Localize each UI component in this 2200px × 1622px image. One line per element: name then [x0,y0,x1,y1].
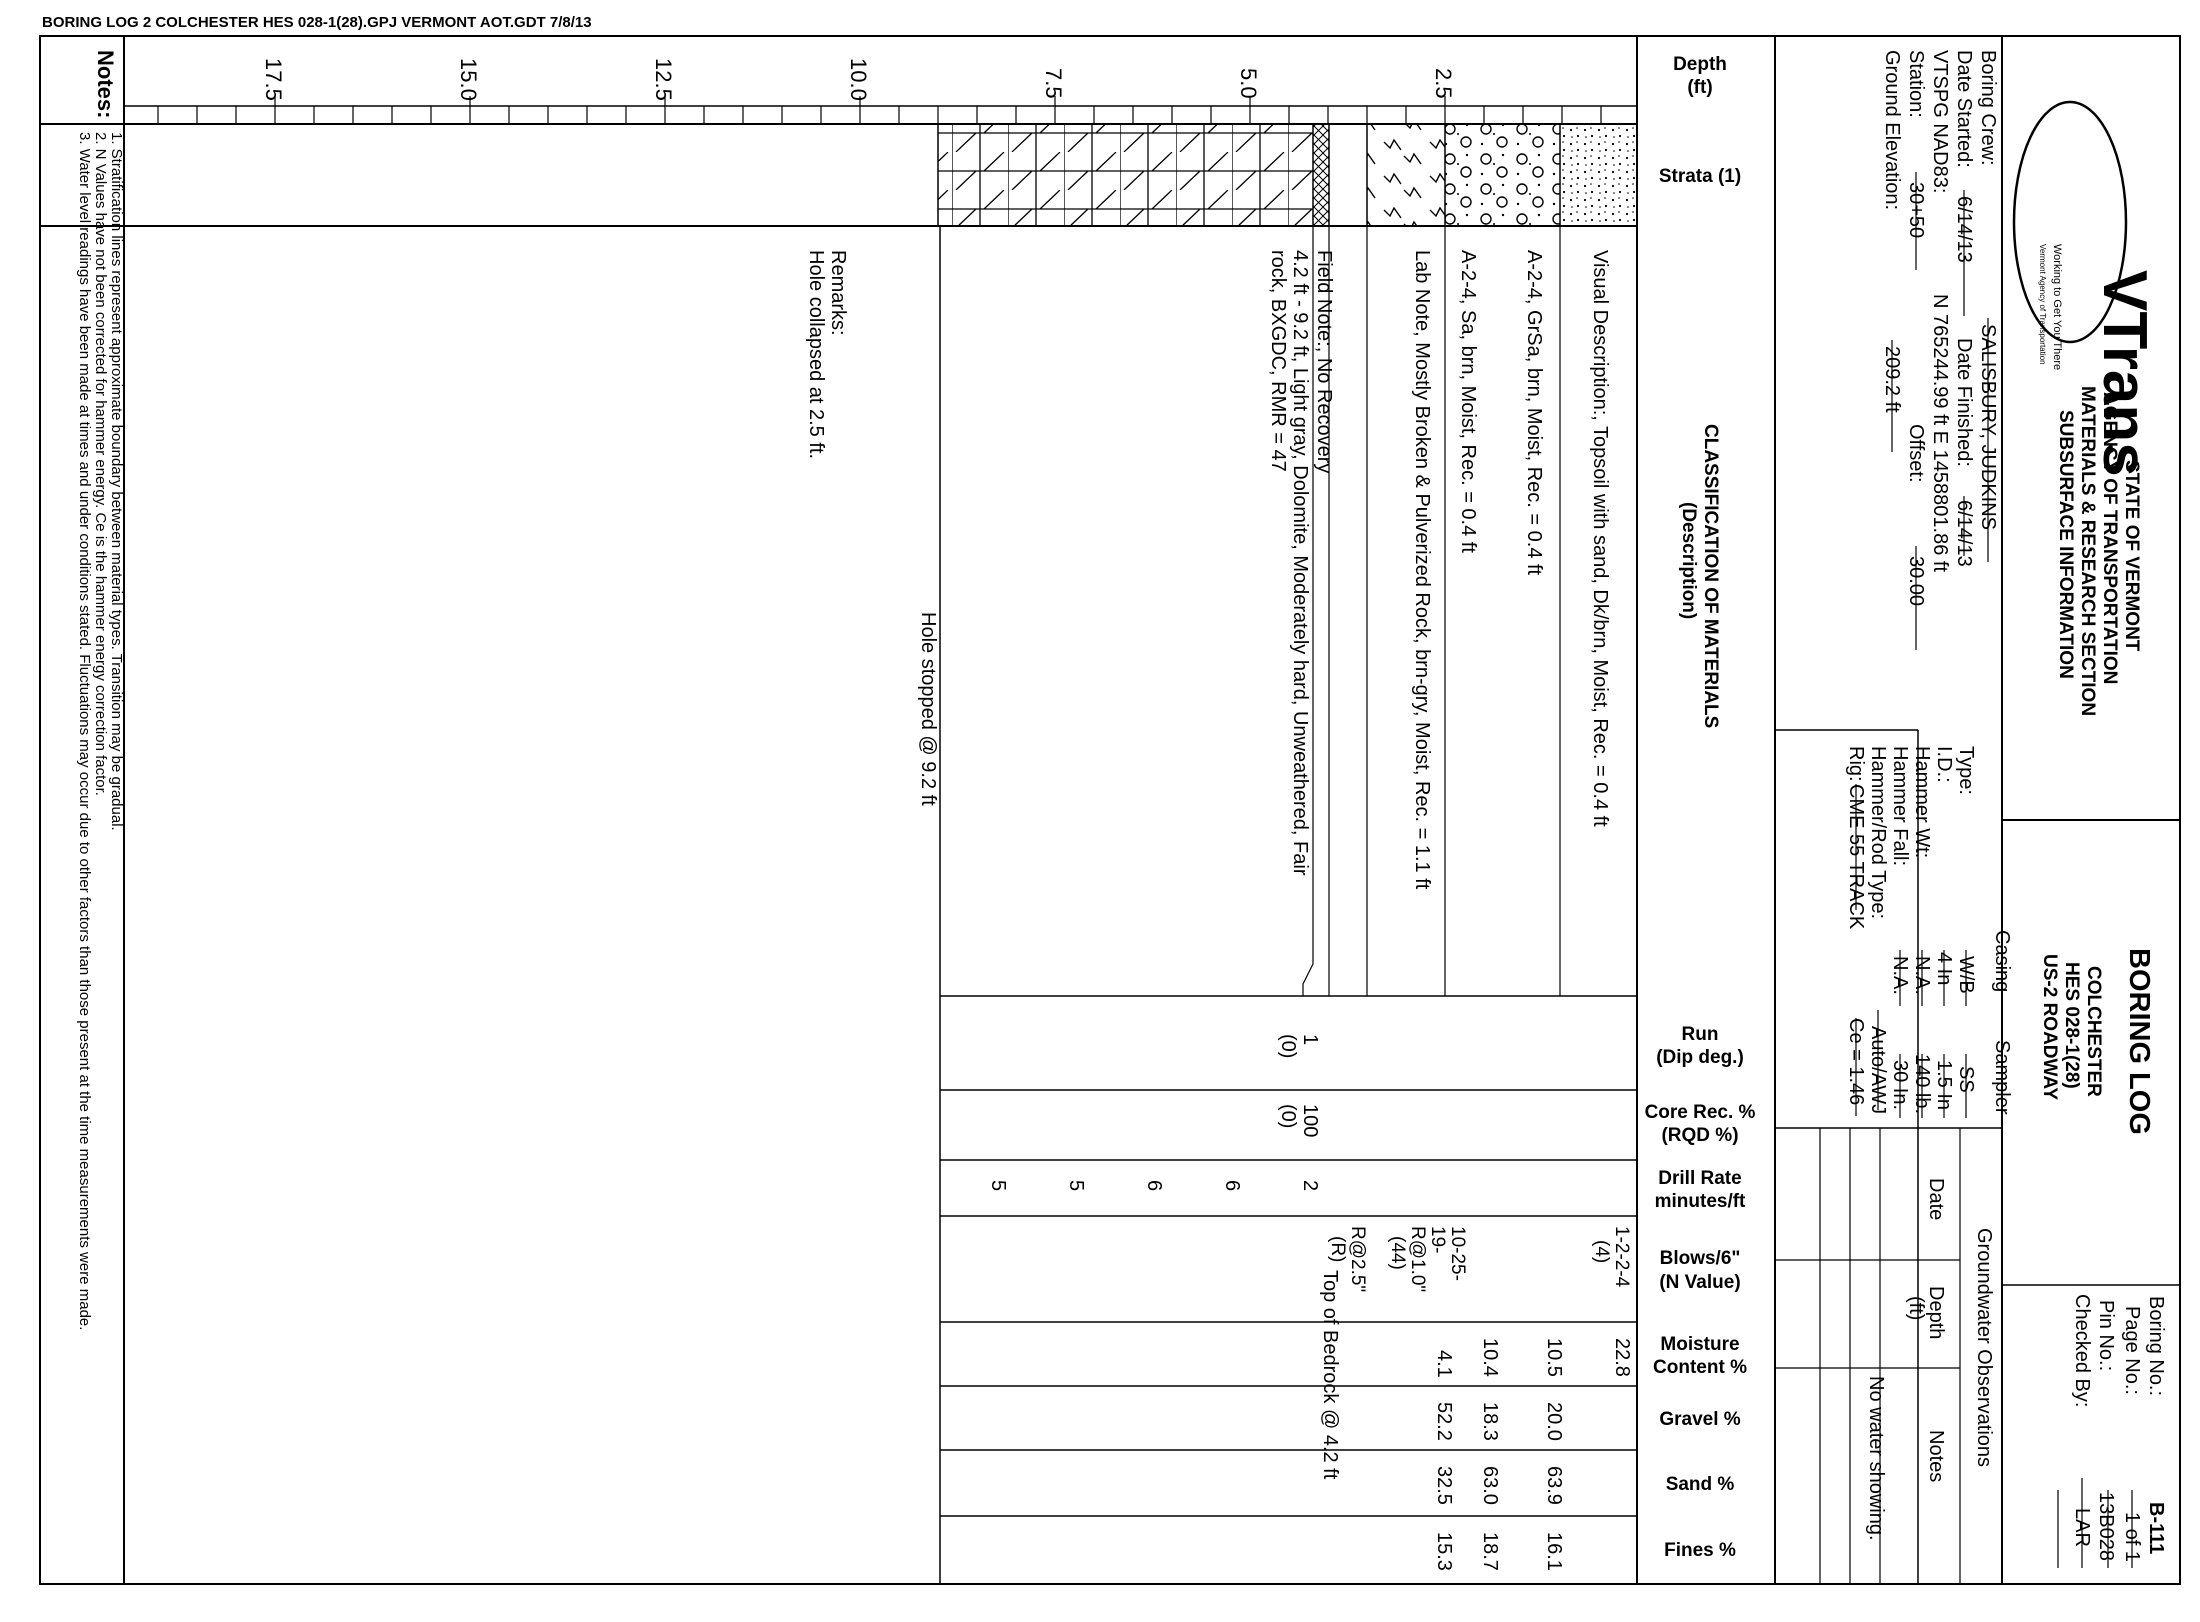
type-casing: W/B [1955,956,1977,994]
sand-3: 63.0 [1479,1466,1501,1505]
fines-2: 16.1 [1543,1532,1565,1571]
run-number: 1 [1299,1034,1321,1046]
boring-no: B-111 [2145,1502,2167,1555]
depth-tick-15-0: 15.0 [456,58,481,101]
file-header: BORING LOG 2 COLCHESTER HES 028-1(28).GPJ VERMONT AOT.GDT 7/8/13 [42,14,592,31]
blows-1: 1-2-2-4 [1611,1226,1632,1288]
page-value: 1 of 1 [2121,1512,2143,1563]
hammer-wt-label: Hammer Wt: [1911,746,1933,859]
desc-field-note: Field Note:, No Recovery [1313,250,1335,474]
type-label: Type: [1955,746,1977,795]
nad-value: N 765244.99 ft E 1458801.86 ft [1929,294,1951,572]
col-classification: CLASSIFICATION OF MATERIALS [1700,424,1721,729]
logo-tagline: Working to Get You There [2051,244,2063,371]
drill-rate-5: 5 [987,1180,1009,1192]
agency-line-1: STATE OF VERMONT [2121,460,2142,652]
page-label: Page No.: [2121,1306,2143,1395]
moisture-2: 10.5 [1543,1338,1565,1377]
remarks-text: Hole collapsed at 2.5 ft. [805,250,827,460]
log-title: BORING LOG [2123,948,2155,1135]
col-depth-unit: (ft) [1687,77,1713,98]
elev-value: 209.2 ft [1881,346,1903,413]
col-blows: Blows/6" [1659,1248,1741,1269]
project-route: US-2 ROADWAY [2039,954,2060,1101]
col-moisture-sub: Content % [1653,1357,1747,1378]
blows-2c: R@1.0" [1407,1226,1428,1293]
col-drill: Drill Rate [1658,1168,1742,1189]
col-core-sub: (RQD %) [1661,1125,1739,1146]
remarks-label: Remarks: [827,250,849,336]
blows-3: R@2.5" [1347,1226,1368,1293]
col-strata: Strata (1) [1658,166,1742,187]
logo-text: VTrans [2090,270,2159,477]
col-run-sub: (Dip deg.) [1656,1047,1744,1068]
casing-label: Casing [1991,930,2013,993]
drill-rate-4: 5 [1065,1180,1087,1192]
gw-note: No water showing. [1865,1376,1887,1541]
finished-label: Date Finished: [1953,338,1975,467]
depth-tick-2-5: 2.5 [1431,68,1456,99]
pin-label: Pin No.: [2095,1300,2117,1372]
depth-tick-17-5: 17.5 [261,58,286,101]
groundwater-title: Groundwater Observations [1973,1228,1995,1468]
desc-sa: A-2-4, Sa, brn, Moist, Rec. = 0.4 ft [1457,250,1479,553]
col-drill-sub: minutes/ft [1654,1191,1746,1212]
blows-2-n: (44) [1387,1236,1408,1270]
desc-bedrock-2: rock, BXGDC, RMR = 47 [1267,250,1289,472]
hammer-fall-sampler: 30 In. [1889,1060,1911,1111]
agency-line-4: SUBSURFACE INFORMATION [2055,410,2076,679]
col-classification-sub: (Description) [1678,502,1699,620]
gw-notes-label: Notes [1925,1430,1947,1483]
rig-value: CME 55 TRACK [1845,784,1867,930]
col-fines: Fines % [1664,1540,1736,1561]
gw-depth-label: Depth [1925,1286,1947,1340]
hammer-fall-casing: N.A. [1889,956,1911,995]
hammer-wt-casing: N.A. [1911,956,1933,995]
run-dip: (0) [1277,1034,1299,1059]
col-sand: Sand % [1665,1474,1735,1495]
checked-value: LAR [2071,1508,2093,1547]
gravel-2: 20.0 [1543,1402,1565,1441]
id-sampler: 1.5 In [1933,1060,1955,1111]
col-depth: Depth [1673,54,1727,75]
hole-stopped: Hole stopped @ 9.2 ft [917,612,939,806]
desc-topsoil: Visual Description:, Topsoil with sand, Dk/brn, Moist, Rec. = 0.4 ft [1589,250,1611,827]
blows-1-n: (4) [1591,1240,1612,1264]
id-label: I.D.: [1933,746,1955,783]
col-gravel: Gravel % [1659,1409,1741,1430]
started-label: Date Started: [1953,50,1975,168]
col-blows-sub: (N Value) [1659,1272,1741,1293]
desc-lab-note: Lab Note, Mostly Broken & Pulverized Rock, brn-gry, Moist, Rec. = 1.1 ft [1411,250,1433,890]
depth-tick-7-5: 7.5 [1041,68,1066,99]
core-rqd: (0) [1277,1104,1299,1129]
notes-title: Notes: [93,50,118,119]
offset-label: Offset: [1905,424,1927,483]
fines-3: 18.7 [1479,1532,1501,1571]
finished-value: 6/14/13 [1953,500,1975,567]
sand-2: 63.9 [1543,1466,1565,1505]
ce-value: Ce = 1.46 [1845,1018,1867,1106]
core-rec: 100 [1299,1104,1321,1138]
drill-rate-3: 6 [1143,1180,1165,1192]
project-name: COLCHESTER [2083,966,2104,1097]
col-core: Core Rec. % [1644,1102,1756,1123]
moisture-4: 4.1 [1433,1350,1455,1378]
note-3: 3. Water level readings have been made at times and under conditions stated. Fluctuations may occur due to other factors than those present at the time measurements were made. [76,132,93,1331]
hammer-wt-sampler: 140 lb. [1911,1054,1933,1115]
top-of-bedrock: Top of Bedrock @ 4.2 ft [1319,1270,1341,1480]
blows-2b: 19- [1427,1226,1448,1254]
nad-label: VTSPG NAD83: [1929,50,1951,194]
fines-4: 15.3 [1433,1532,1455,1571]
started-value: 6/14/13 [1953,196,1975,263]
logo-sub: Vermont Agency of Transportation [2038,244,2047,365]
station-value: 30+50 [1905,182,1927,239]
drill-rate-1: 2 [1299,1180,1321,1192]
agency-line-2: AGENCY OF TRANSPORTATION [2099,392,2120,685]
offset-value: 30.00 [1905,556,1927,607]
col-moisture: Moisture [1660,1334,1740,1355]
col-run: Run [1681,1024,1719,1045]
moisture-3: 10.4 [1479,1338,1501,1377]
hammer-fall-label: Hammer Fall: [1889,746,1911,867]
note-1: 1. Stratification lines represent approximate boundary between material types. Transition may be gradual. [108,132,125,831]
gw-date-label: Date [1925,1178,1947,1221]
hammer-rod-value: Auto/AWJ [1867,1026,1889,1115]
pin-value: 13B028 [2095,1492,2117,1561]
checked-label: Checked By: [2071,1294,2093,1408]
project-number: HES 028-1(28) [2061,962,2082,1089]
agency-line-3: MATERIALS & RESEARCH SECTION [2077,386,2098,717]
sampler-label: Sampler [1991,1040,2013,1115]
blows-3-n: (R) [1327,1236,1348,1263]
depth-tick-12-5: 12.5 [651,58,676,101]
desc-grsa: A-2-4, GrSa, brn, Moist, Rec. = 0.4 ft [1523,250,1545,576]
depth-tick-10-0: 10.0 [846,58,871,101]
gw-depth-unit: (ft) [1905,1296,1927,1321]
boring-no-label: Boring No.: [2145,1296,2167,1397]
gravel-3: 18.3 [1479,1402,1501,1441]
blows-2a: 10-25- [1447,1226,1468,1281]
moisture-1: 22.8 [1611,1338,1633,1377]
depth-tick-5-0: 5.0 [1236,68,1261,99]
sand-4: 32.5 [1433,1466,1455,1505]
type-sampler: SS [1955,1066,1977,1093]
note-2: 2. N Values have not been corrected for hammer energy. Ce is the hammer energy correction factor. [92,132,109,796]
id-casing: 4 In [1933,952,1955,986]
drill-rate-2: 6 [1221,1180,1243,1192]
crew-label: Boring Crew: [1977,50,1999,166]
desc-bedrock-1: 4.2 ft - 9.2 ft, Light gray, Dolomite, Moderately hard, Unweathered, Fair [1289,250,1311,876]
crew-value: SALISBURY, JUDKINS [1977,324,1999,531]
rig-label: Rig: [1845,746,1867,782]
elev-label: Ground Elevation: [1881,50,1903,211]
hammer-rod-label: Hammer/Rod Type: [1867,746,1889,920]
gravel-4: 52.2 [1433,1402,1455,1441]
station-label: Station: [1905,50,1927,118]
